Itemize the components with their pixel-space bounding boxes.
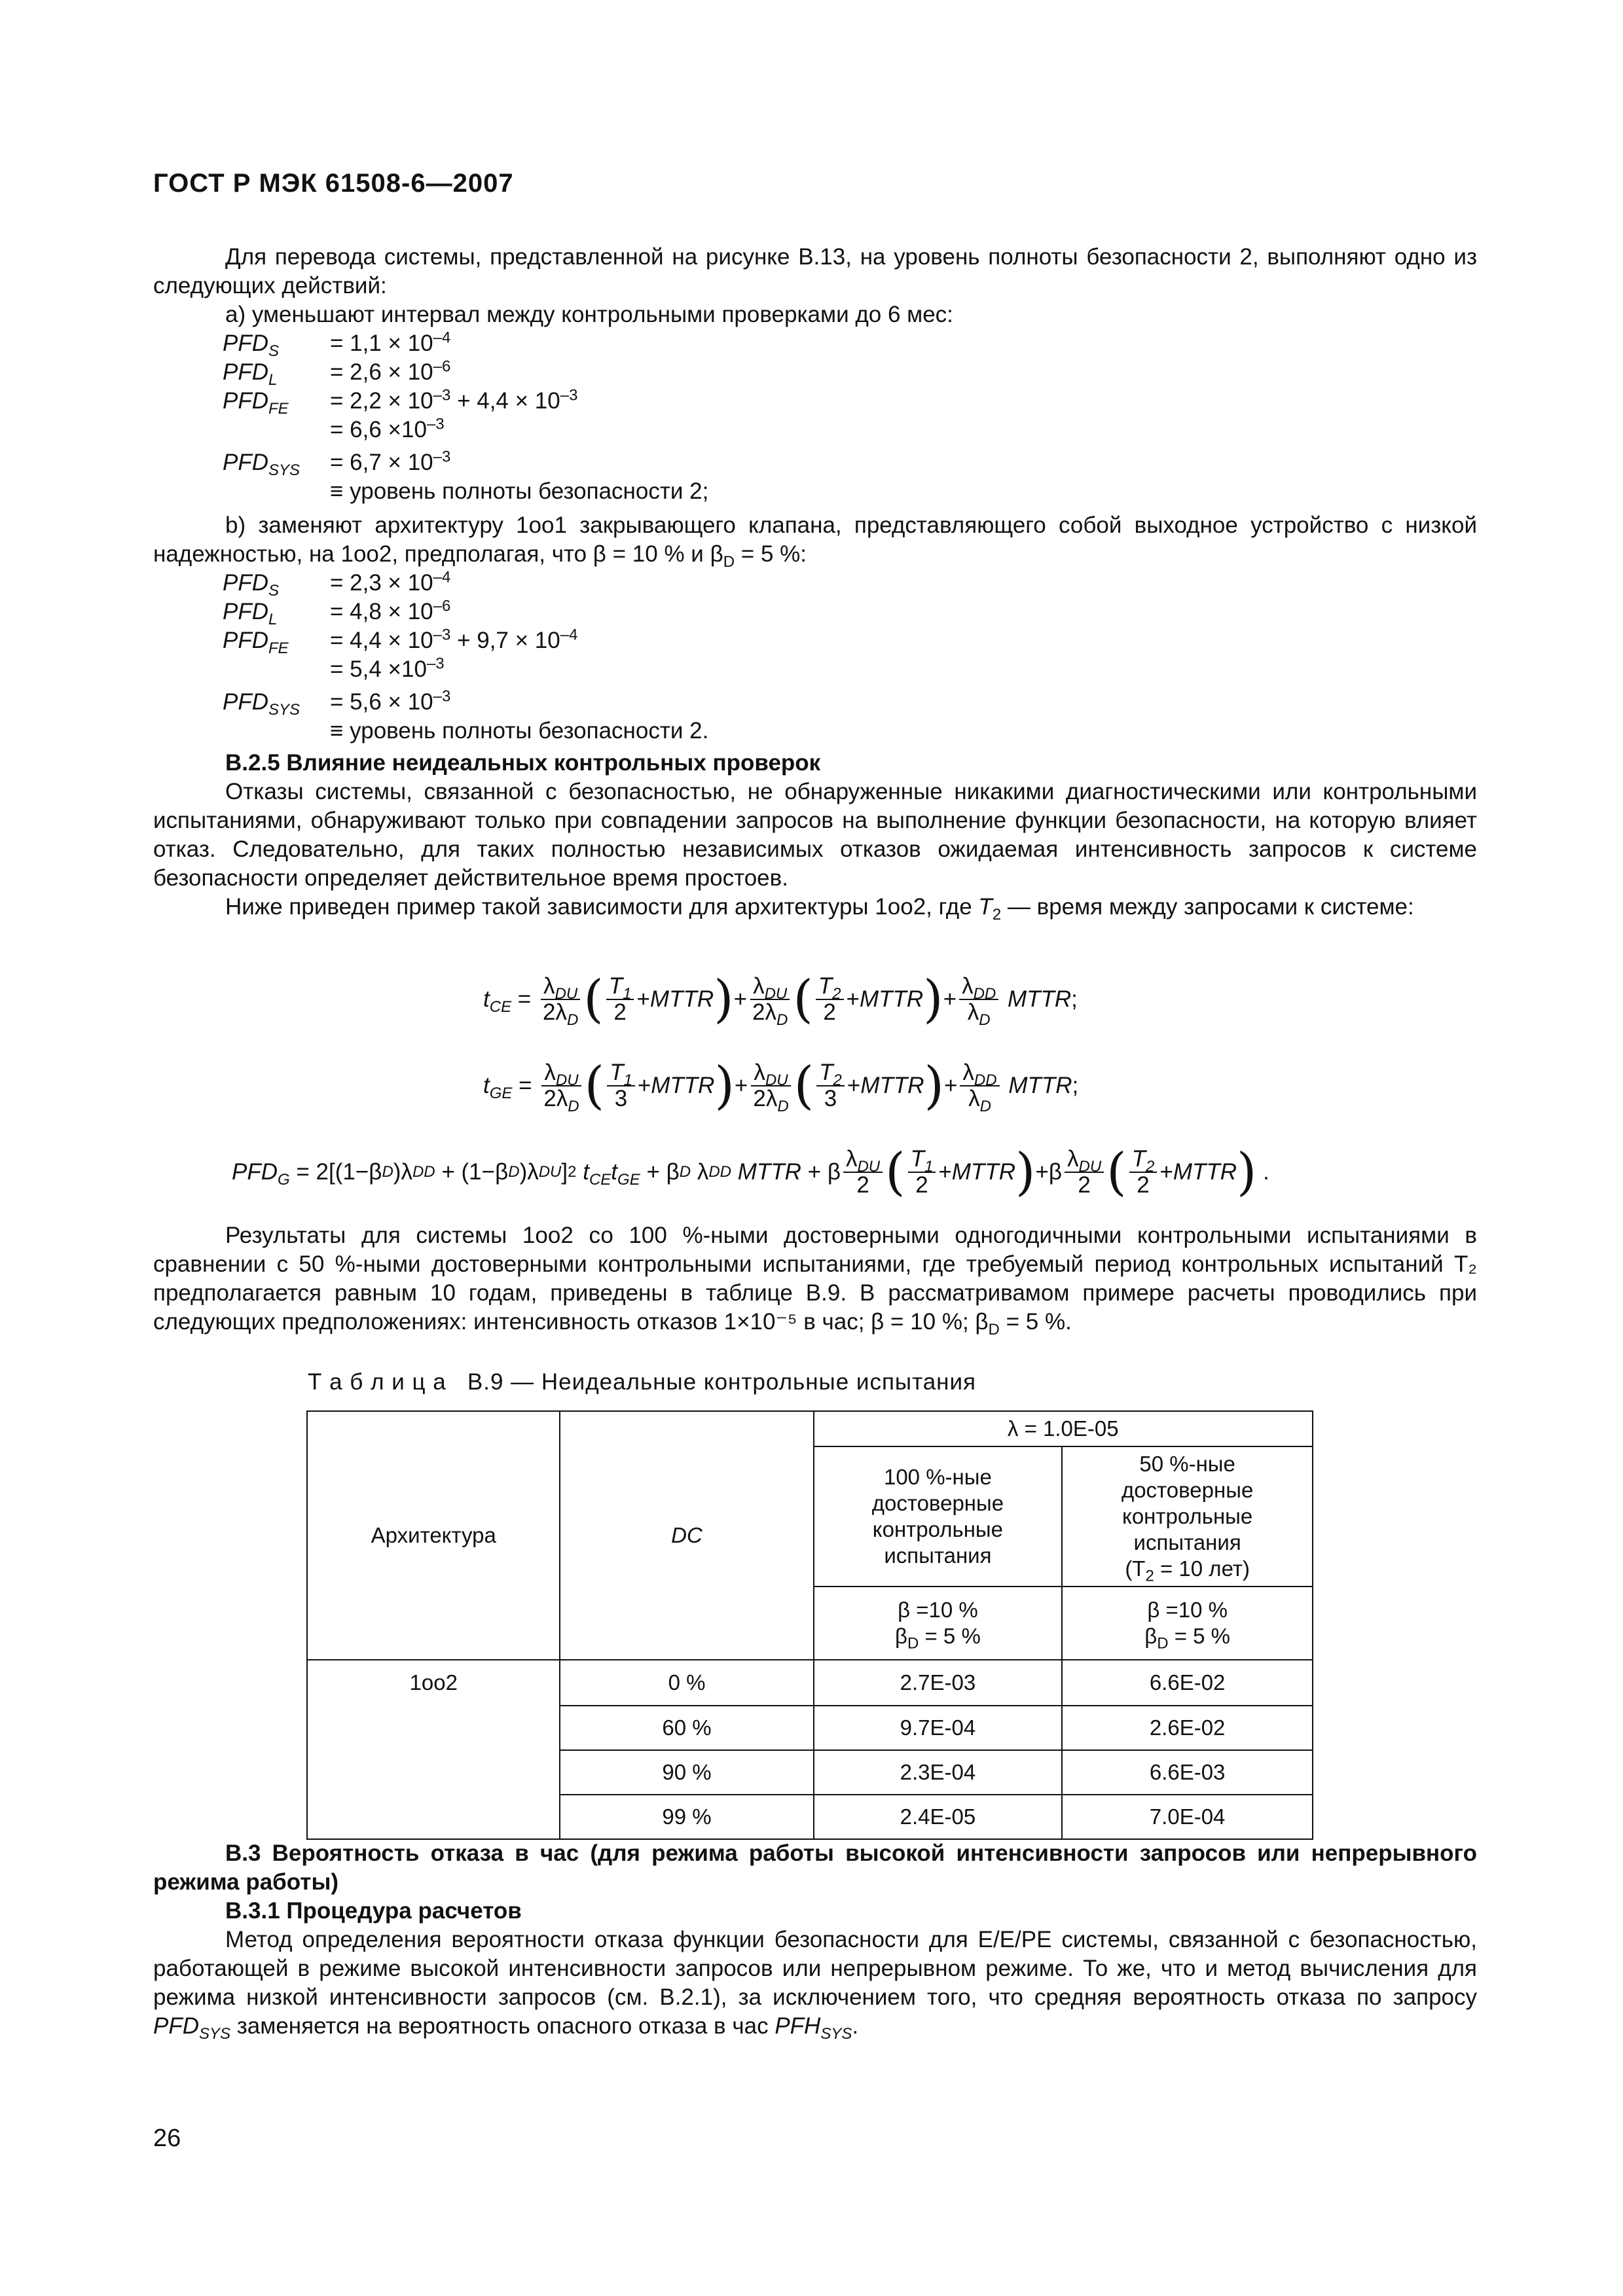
case-b-conclusion: ≡ уровень полноты безопасности 2. (330, 718, 709, 744)
pfd-sys-value: = $6,7 \times 10^{-3}$ (330, 448, 451, 475)
section-heading-b31: B.3.1 Процедура расчетов (225, 1898, 522, 1924)
pfd-s-label: $PFD_S$ (223, 331, 280, 360)
dc-cell: 99 % (560, 1795, 813, 1839)
pfd-sys-label: $PFD_{SYS}$ (223, 689, 301, 719)
document-header: ГОСТ Р МЭК 61508-6—2007 (153, 169, 514, 198)
header-beta-col1: β =10 % $\beta_D = 5$ % (814, 1587, 1063, 1660)
b25-paragraph-3: Результаты для системы 1oo2 со 100 %-ными достоверными одногодичными контрольными испытаниями в сравнении с 50 %-ными достоверными контрольными испытаниями, где требуемый период контрольных испытаний T₂ предполагается равным 10 годам, приведены в таблице B.9. В рассматривамом примере расчеты проводились при следующих предположениях: интенсивность отказов 1×10⁻⁵ в час; β = 10 %; $\beta_D = 5$ %. (153, 1223, 1477, 1338)
pfd-fe-sum: = $6,6 \times 10^{-3}$ (330, 415, 445, 442)
dc-cell: 60 % (560, 1706, 813, 1750)
results-table (306, 1410, 1313, 1840)
pfd-s-value: = $2,3 \times 10^{-4}$ (330, 568, 451, 596)
value-50-cell: 7.0E-04 (1062, 1795, 1313, 1839)
header-beta-col2: β =10 % $\beta_D = 5$ % (1062, 1587, 1313, 1660)
pfd-s-value: = $1,1 \times 10^{-4}$ (330, 329, 451, 356)
formula-t-ce: $t_{CE}$ = $\frac{\lambda_{DU}}{2\lambda_D}$ ( $\frac{T_1}{2}$ + MTTR ) + $\frac{\lambda_{DU}}{2\lambda_D}$ ( $\frac{T_2}{2}$ + MTTR ) + $\frac{\lambda_{DD}}{\lambda_D}$ MTTR ; (483, 970, 1078, 1029)
pfd-fe-value: = $4,4 \times 10^{-3} + 9,7 \times 10^{-4}$ (330, 626, 578, 653)
pfd-l-value: = $2,6 \times 10^{-6}$ (330, 357, 451, 385)
header-architecture: Архитектура (307, 1411, 560, 1660)
value-50-cell: 2.6E-02 (1062, 1706, 1313, 1750)
formula-pfd-g: $PFD_G$ = 2[(1−β D )λ DD + (1−β D )λ DU ] 2 $t_{CE}t_{GE}$ + β D λ DD MTTR + β $\frac{\lambda_{DU}}{2}$ ( $\frac{T_1}{2}$ + MTTR ) +β $\frac{\lambda_{DU}}{2}$ ( $\frac{T_2}{2}$ + MTTR ) . (232, 1143, 1269, 1202)
section-heading-b3: B.3 Вероятность отказа в час (для режима работы высокой интенсивности запросов или непрерывного режима работы) (153, 1840, 1477, 1895)
dc-cell: 0 % (560, 1660, 813, 1706)
pfd-l-value: = $4,8 \times 10^{-6}$ (330, 597, 451, 624)
case-b-values (0, 569, 1623, 745)
b25-paragraph-1: Отказы системы, связанной с безопасностью, не обнаруженные никакими диагностическими или контрольными испытаниями, обнаруживают только при совпадении запросов на выполнение функции безопасности, на которую влияет отказ. Следовательно, для таких полностью независимых отказов ожидаемая интенсивность запросов к системе безопасности определяет действительное время простоев. (153, 779, 1477, 891)
pfd-sys-label: $PFD_{SYS}$ (223, 450, 301, 479)
case-a-values (0, 329, 1623, 506)
case-b-title: b) заменяют архитектуру 1oo1 закрывающего клапана, представляющего собой выходное устройство с низкой надежностью, на 1oo2, предполагая, что β = 10 % и $\beta_D = 5$ %: (153, 512, 1477, 571)
dc-cell: 90 % (560, 1750, 813, 1795)
value-100-cell: 2.4E-05 (814, 1795, 1063, 1839)
pfd-sys-value: = $5,6 \times 10^{-3}$ (330, 687, 451, 715)
architecture-cell: 1oo2 (307, 1660, 560, 1839)
case-a-title: a) уменьшают интервал между контрольными проверками до 6 мес: (225, 302, 953, 327)
b31-paragraph: Метод определения вероятности отказа функции безопасности для E/E/PE системы, связанной с безопасностью, работающей в режиме высокой интенсивности запросов или непрерывном режиме. То же, что и метод вычисления для режима низкой интенсивности запросов (см. B.2.1), за исключением того, что средняя вероятность отказа по запросу $PFD_{SYS}$ заменяется на вероятность опасного отказа в час $PFH_{SYS}$. (153, 1927, 1477, 2043)
value-100-cell: 9.7E-04 (814, 1706, 1063, 1750)
header-lambda: λ = 1.0E-05 (814, 1411, 1313, 1446)
value-100-cell: 2.7E-03 (814, 1660, 1063, 1706)
case-a-conclusion: ≡ уровень полноты безопасности 2; (330, 478, 709, 504)
section-heading-b25: B.2.5 Влияние неидеальных контрольных проверок (225, 750, 821, 776)
pfd-fe-label: $PFD_{FE}$ (223, 628, 289, 657)
header-dc: DC (560, 1411, 813, 1660)
pfd-l-label: $PFD_L$ (223, 599, 278, 628)
pfd-s-label: $PFD_S$ (223, 570, 280, 600)
formula-t-ge: $t_{GE}$ = $\frac{\lambda_{DU}}{2\lambda_D}$ ( $\frac{T_1}{3}$ + MTTR ) + $\frac{\lambda_{DU}}{2\lambda_D}$ ( $\frac{T_2}{3}$ + MTTR ) + $\frac{\lambda_{DD}}{\lambda_D}$ MTTR ; (483, 1056, 1079, 1115)
pfd-fe-sum: = $5,4 \times 10^{-3}$ (330, 655, 445, 682)
value-100-cell: 2.3E-04 (814, 1750, 1063, 1795)
pfd-l-label: $PFD_L$ (223, 359, 278, 389)
header-50-percent: 50 %-ные достоверные контрольные испытания ($T_2 = 10$ лет) (1062, 1446, 1313, 1587)
pfd-fe-value: = $2,2 \times 10^{-3} + 4,4 \times 10^{-3}$ (330, 386, 578, 414)
pfd-fe-label: $PFD_{FE}$ (223, 388, 289, 418)
page-number: 26 (153, 2125, 181, 2152)
value-50-cell: 6.6E-03 (1062, 1750, 1313, 1795)
table-caption: Т а б л и ц а B.9 — Неидеальные контрольные испытания (308, 1369, 976, 1395)
header-100-percent: 100 %-ные достоверные контрольные испытания (814, 1446, 1063, 1587)
b25-paragraph-2: Ниже приведен пример такой зависимости для архитектуры 1oo2, где $T_2$ — время между запросами к системе: (225, 894, 1414, 924)
intro-paragraph: Для перевода системы, представленной на рисунке B.13, на уровень полноты безопасности 2, выполняют одно из следующих действий: (153, 244, 1477, 298)
value-50-cell: 6.6E-02 (1062, 1660, 1313, 1706)
